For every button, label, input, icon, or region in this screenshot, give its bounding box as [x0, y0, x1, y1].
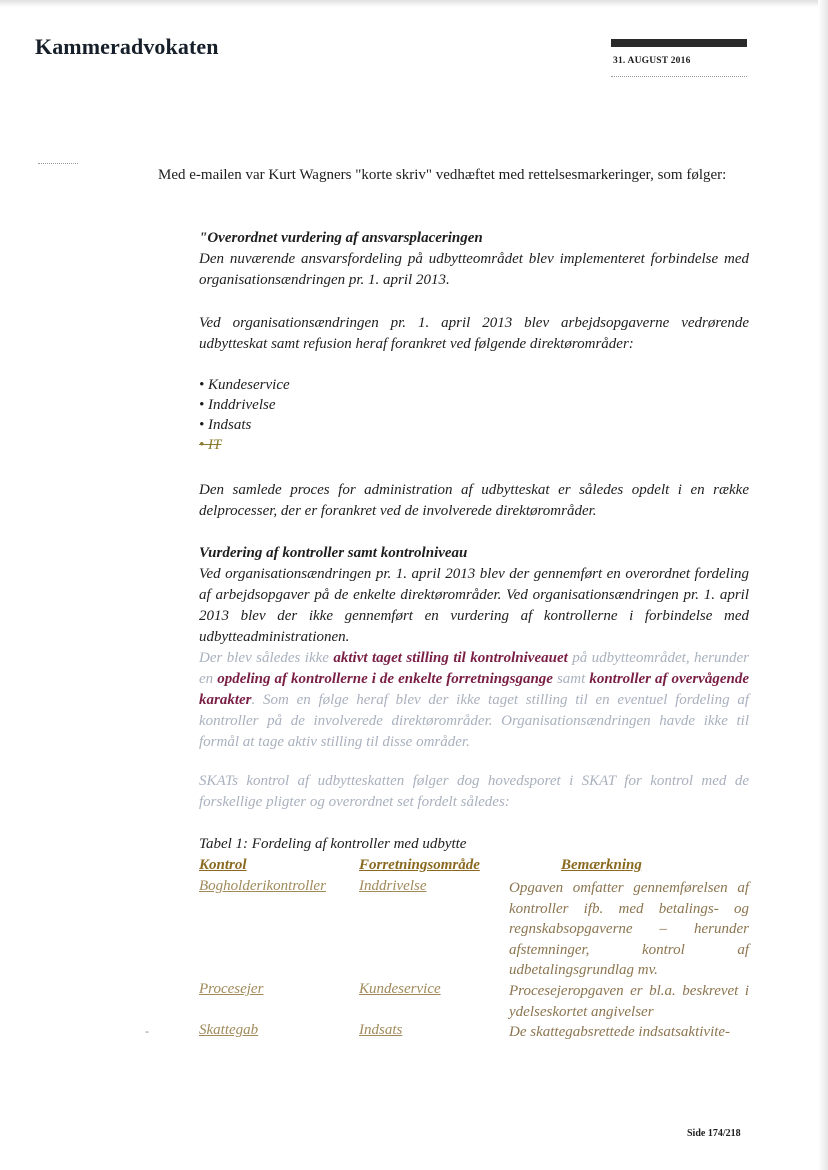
list-item: • Kundeservice: [199, 377, 290, 393]
quote-section-1: [199, 228, 749, 291]
quote-section-2: [199, 543, 749, 648]
date-bar: [611, 39, 747, 47]
table-cell-note: Procesejeropgaven er bl.a. beskrevet i ydelseskortet angivelser: [509, 983, 749, 1020]
quote-paragraph-2: Ved organisationsændringen pr. 1. april 2013 blev arbejdsopgaverne vedrørende udbytteskat samt refusion heraf forankret ved følgende direktørområder:: [199, 315, 749, 352]
table-cell-note: Opgaven omfatter gennemførelsen af kontroller ifb. med betalings- og regnskabsopgaverne – herunder afstemninger, kontrol af udbetalingsgrundlag mv.: [509, 880, 749, 978]
table-cell-kontrol: Bogholderikontroller: [199, 878, 326, 894]
quote-paragraph-4: Ved organisationsændringen pr. 1. april 2013 blev der gennemført en overordnet fordeling af arbejdsopgaver på de enkelte direktørområder. Ved organisationsændringen pr. 1. april 2013 blev der ikke gennemført en vurdering af kontrollerne i forbindelse med udbytteadministrationen.: [199, 566, 749, 645]
text-run: på udbytteområdet, herunder en: [199, 650, 749, 687]
text-run: samt: [552, 671, 590, 687]
margin-mark: -: [145, 1024, 149, 1038]
table-cell-kontrol: Skattegab: [199, 1022, 259, 1038]
quote-paragraph-1: Den nuværende ansvarsfordeling på udbytteområdet blev implementeret forbindelse med organisationsændringen pr. 1. april 2013.: [199, 251, 749, 288]
table-cell-kontrol: Procesejer: [199, 981, 264, 997]
table-cell-omraade: Indsats: [359, 1022, 403, 1038]
highlighted-phrase: kontroller af overvågende karakter: [199, 671, 749, 708]
quote-paragraph-3: Den samlede proces for administration af udbytteskat er således opdelt i en række delprocesser, der er forankret ved de involverede direktørområder.: [199, 482, 749, 519]
page-top-shadow: [0, 0, 828, 7]
intro-paragraph: Med e-mailen var Kurt Wagners "korte skriv" vedhæftet med rettelsesmarkeringer, som følger:: [158, 167, 727, 183]
column-header-bemaerkning: Bemærkning: [561, 857, 642, 873]
text-run: Der blev således ikke: [199, 650, 334, 666]
document-date: 31. AUGUST 2016: [613, 56, 691, 66]
list-item: • Inddrivelse: [199, 397, 276, 413]
table-caption: Tabel 1: Fordeling af kontroller med udbytte: [199, 836, 467, 852]
table-cell-omraade: Kundeservice: [359, 981, 441, 997]
column-header-kontrol: Kontrol: [199, 857, 247, 873]
quote-paragraph-5: [199, 648, 749, 753]
list-item: • Indsats: [199, 417, 252, 433]
highlighted-phrase: aktivt taget stilling til kontrolniveauet: [333, 650, 568, 666]
list-item-struck: • IT: [199, 437, 222, 453]
quote-heading-2: Vurdering af kontroller samt kontrolniveau: [199, 545, 468, 561]
highlighted-phrase: opdeling af kontrollerne i de enkelte forretningsgange: [217, 671, 553, 687]
column-header-forretningsomraade: Forretningsområde: [359, 857, 480, 873]
text-run: . Som en følge heraf blev der ikke taget stilling til en eventuel fordeling af kontroller på de involverede direktørområder. Organisationsændringen havde ikke til formål at tage aktiv stilling til disse områder.: [199, 692, 749, 750]
table-cell-omraade: Inddrivelse: [359, 878, 427, 894]
quote-heading-1: "Overordnet vurdering af ansvarsplaceringen: [199, 230, 483, 246]
quote-paragraph-6: SKATs kontrol af udbytteskatten følger dog hovedsporet i SKAT for kontrol med de forskellige pligter og overordnet set fordelt således:: [199, 773, 749, 810]
brand-logo: Kammeradvokaten: [35, 34, 219, 59]
table-cell-note: De skattegabsrettede indsatsaktivite-: [509, 1024, 731, 1040]
date-divider: [611, 76, 747, 77]
direktoer-list: [199, 375, 290, 455]
margin-divider: [38, 163, 78, 164]
page-right-shadow: [818, 0, 828, 1170]
page-number: Side 174/218: [687, 1128, 741, 1139]
